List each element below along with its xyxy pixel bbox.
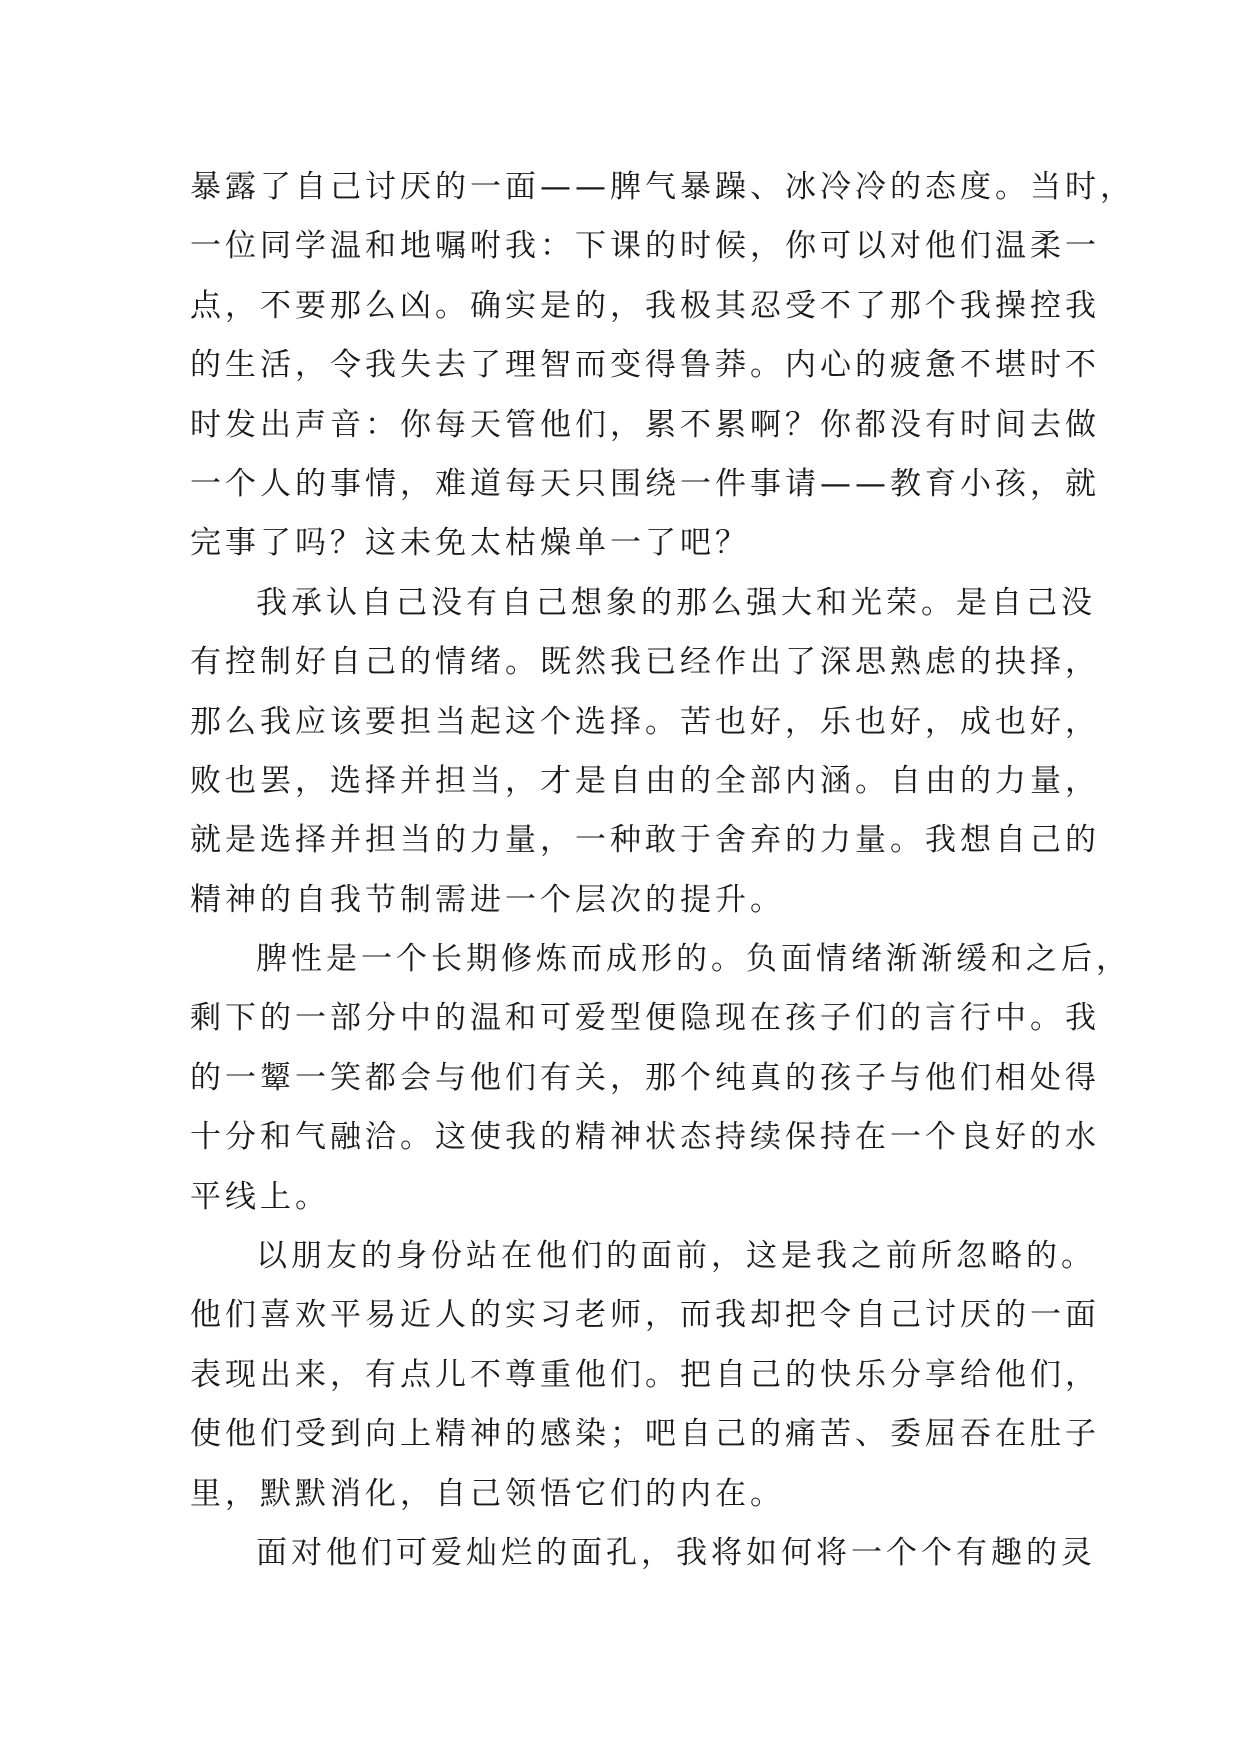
text-line: 的生活，令我失去了理智而变得鲁莽。内心的疲惫不堪时不 [190,347,1100,384]
text-line: 我承认自己没有自己想象的那么强大和光荣。是自己没 [256,584,1096,621]
text-line: 脾性是一个长期修炼而成形的。负面情绪渐渐缓和之后， [256,941,1131,978]
paragraph-2 [190,574,1100,930]
text-line: 暴露了自己讨厌的一面——脾气暴躁、冰冷冷的态度。当时， [190,169,1135,205]
text-line: 就是选择并担当的力量，一种敢于舍弃的力量。我想自己的 [190,822,1100,859]
text-line: 十分和气融洽。这使我的精神状态持续保持在一个良好的水 [190,1119,1100,1156]
text-line: 完事了吗？这未免太枯燥单一了吧？ [190,525,750,562]
text-line: 面对他们可爱灿烂的面孔，我将如何将一个个有趣的灵 [256,1534,1096,1571]
text-line: 里，默默消化，自己领悟它们的内在。 [190,1475,785,1512]
paragraph-1 [190,158,1135,574]
paragraph-5 [190,1524,1096,1583]
text-line: 表现出来，有点儿不尊重他们。把自己的快乐分享给他们， [190,1356,1100,1393]
text-line: 那么我应该要担当起这个选择。苦也好，乐也好，成也好， [190,703,1100,740]
text-line: 以朋友的身份站在他们的面前，这是我之前所忽略的。 [256,1238,1096,1275]
text-line: 的一颦一笑都会与他们有关，那个纯真的孩子与他们相处得 [190,1059,1100,1096]
text-line: 时发出声音：你每天管他们，累不累啊？你都没有时间去做 [190,406,1100,443]
body-text [190,158,1135,1583]
paragraph-3 [190,930,1131,1227]
text-line: 精神的自我节制需进一个层次的提升。 [190,881,785,918]
text-line: 使他们受到向上精神的感染；吧自己的痛苦、委屈吞在肚子 [190,1416,1100,1453]
text-line: 一位同学温和地嘱咐我：下课的时候，你可以对他们温柔一 [190,228,1100,265]
text-line: 一个人的事情，难道每天只围绕一件事请——教育小孩，就 [190,465,1100,502]
paragraph-4 [190,1227,1100,1524]
text-line: 败也罢，选择并担当，才是自由的全部内涵。自由的力量， [190,762,1100,799]
text-line: 他们喜欢平易近人的实习老师，而我却把令自己讨厌的一面 [190,1297,1100,1334]
text-line: 点，不要那么凶。确实是的，我极其忍受不了那个我操控我 [190,287,1100,324]
text-line: 平线上。 [190,1178,330,1215]
text-line: 有控制好自己的情绪。既然我已经作出了深思熟虑的抉择， [190,644,1100,681]
text-line: 剩下的一部分中的温和可爱型便隐现在孩子们的言行中。我 [190,1000,1100,1037]
